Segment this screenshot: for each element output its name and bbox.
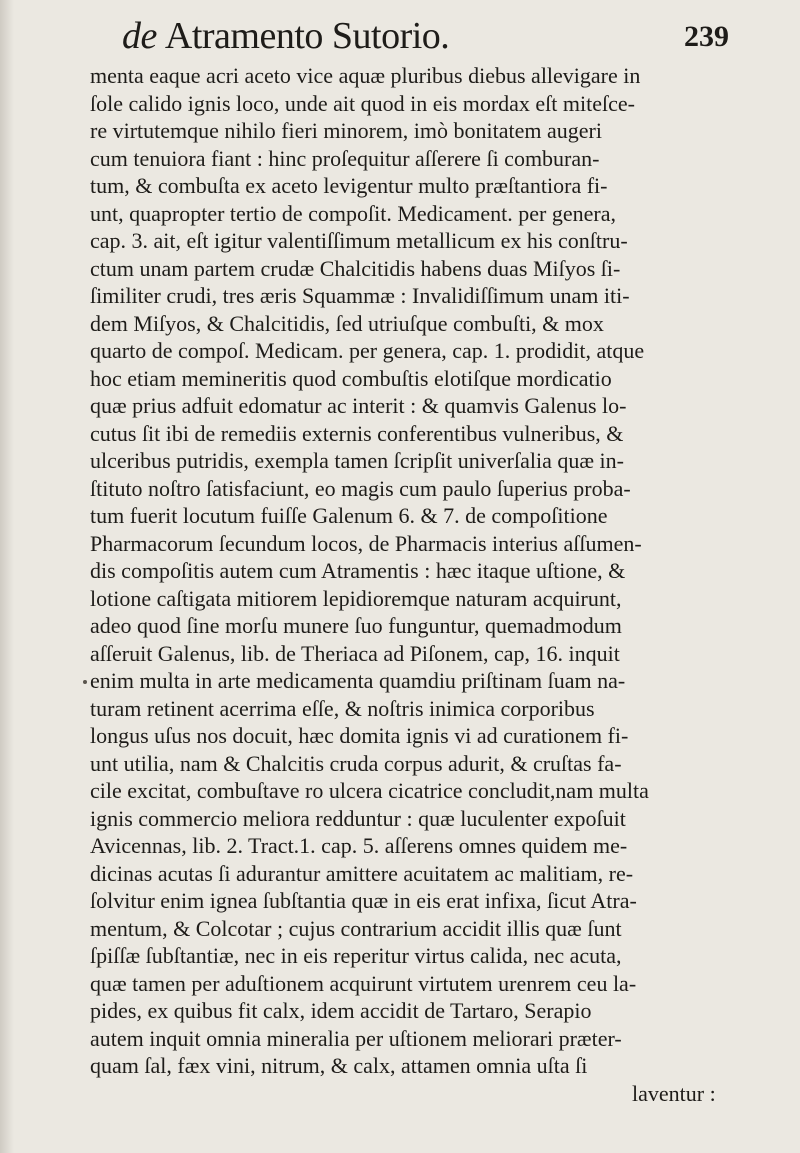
catchword-line: laventur : [632, 1080, 716, 1106]
text-line: longus uſus nos docuit, hæc domita ignis vi ad curationem fi- [90, 723, 629, 748]
running-title-italic: de [122, 15, 157, 57]
page-number: 239 [684, 20, 729, 53]
text-line: Avicennas, lib. 2. Tract.1. cap. 5. aſſerens omnes quidem me- [90, 833, 628, 858]
text-line: enim multa in arte medicamenta quamdiu priſtinam ſuam na- [90, 668, 626, 693]
text-line: quam ſal, fæx vini, nitrum, & calx, attamen omnia uſta ſi [90, 1053, 588, 1078]
text-line: cap. 3. ait, eſt igitur valentiſſimum metallicum ex his conſtru- [90, 228, 628, 253]
text-line: tum fuerit locutum fuiſſe Galenum 6. & 7. de compoſitione [90, 503, 608, 528]
text-line: Pharmacorum ſecundum locos, de Pharmacis interius aſſumen- [90, 530, 642, 556]
text-line: dicinas acutas ſi adurantur amittere acuitatem ac malitiam, re- [90, 860, 634, 886]
text-line: adeo quod ſine morſu munere ſuo funguntur, quemadmodum [90, 613, 622, 638]
body-text [90, 62, 790, 1107]
text-line: unt utilia, nam & Chalcitis cruda corpus adurit, & cruſtas fa- [90, 750, 622, 776]
text-line: autem inquit omnia mineralia per uſtionem meliorari præter- [90, 1025, 622, 1051]
text-line: re virtutemque nihilo fieri minorem, imò bonitatem augeri [90, 118, 602, 143]
text-line: dis compoſitis autem cum Atramentis : hæc itaque uſtione, & [90, 558, 626, 583]
text-line: ſimiliter crudi, tres æris Squammæ : Invalidiſſimum unam iti- [90, 283, 630, 308]
page-gutter-shadow [0, 0, 14, 1153]
text-line: aſſeruit Galenus, lib. de Theriaca ad Piſonem, cap, 16. inquit [90, 640, 620, 666]
text-line: ſpiſſæ ſubſtantiæ, nec in eis reperitur virtus calida, nec acuta, [90, 943, 622, 968]
text-line: quæ tamen per aduſtionem acquirunt virtutem urenrem ceu la- [90, 970, 637, 996]
text-line: unt, quapropter tertio de compoſit. Medicament. per genera, [90, 200, 616, 226]
text-line: cum tenuiora fiant : hinc proſequitur aſſerere ſi comburan- [90, 145, 600, 171]
running-title [122, 14, 449, 58]
text-line: cutus ſit ibi de remediis externis conferentibus vulneribus, & [90, 420, 624, 446]
text-line: pides, ex quibus fit calx, idem accidit de Tartaro, Serapio [90, 998, 592, 1023]
text-line: cile excitat, combuſtave ro ulcera cicatrice concludit,nam multa [90, 778, 649, 803]
text-line: mentum, & Colcotar ; cujus contrarium accidit illis quæ ſunt [90, 915, 622, 941]
text-line: ulceribus putridis, exempla tamen ſcripſit univerſalia quæ in- [90, 448, 624, 473]
text-line: ſolvitur enim ignea ſubſtantia quæ in eis erat infixa, ſicut Atra- [90, 888, 637, 913]
running-title-text: Atramento Sutorio. [164, 15, 450, 57]
text-line: ctum unam partem crudæ Chalcitidis habens duas Miſyos ſi- [90, 255, 621, 281]
text-line: tum, & combuſta ex aceto levigentur multo præſtantiora fi- [90, 173, 608, 198]
running-head [0, 8, 800, 62]
text-line: dem Miſyos, & Chalcitidis, ſed utriuſque combuſti, & mox [90, 310, 604, 336]
text-line: turam retinent acerrima eſſe, & noſtris inimica corporibus [90, 695, 595, 721]
text-line: hoc etiam memineritis quod combuſtis elotiſque mordicatio [90, 365, 612, 391]
text-line: ſole calido ignis loco, unde ait quod in eis mordax eſt miteſce- [90, 90, 635, 116]
margin-mark [83, 680, 87, 684]
text-line: menta eaque acri aceto vice aquæ pluribus diebus allevigare in [90, 63, 641, 88]
text-line: ſtituto noſtro ſatisfaciunt, eo magis cum paulo ſuperius proba- [90, 475, 631, 501]
text-line: lotione caſtigata mitiorem lepidioremque naturam acquirunt, [90, 585, 622, 611]
text-line: quarto de compoſ. Medicam. per genera, cap. 1. prodidit, atque [90, 338, 645, 363]
text-line: ignis commercio meliora redduntur : quæ luculenter expoſuit [90, 805, 626, 831]
text-line: quæ prius adfuit edomatur ac interit : & quamvis Galenus lo- [90, 393, 627, 418]
